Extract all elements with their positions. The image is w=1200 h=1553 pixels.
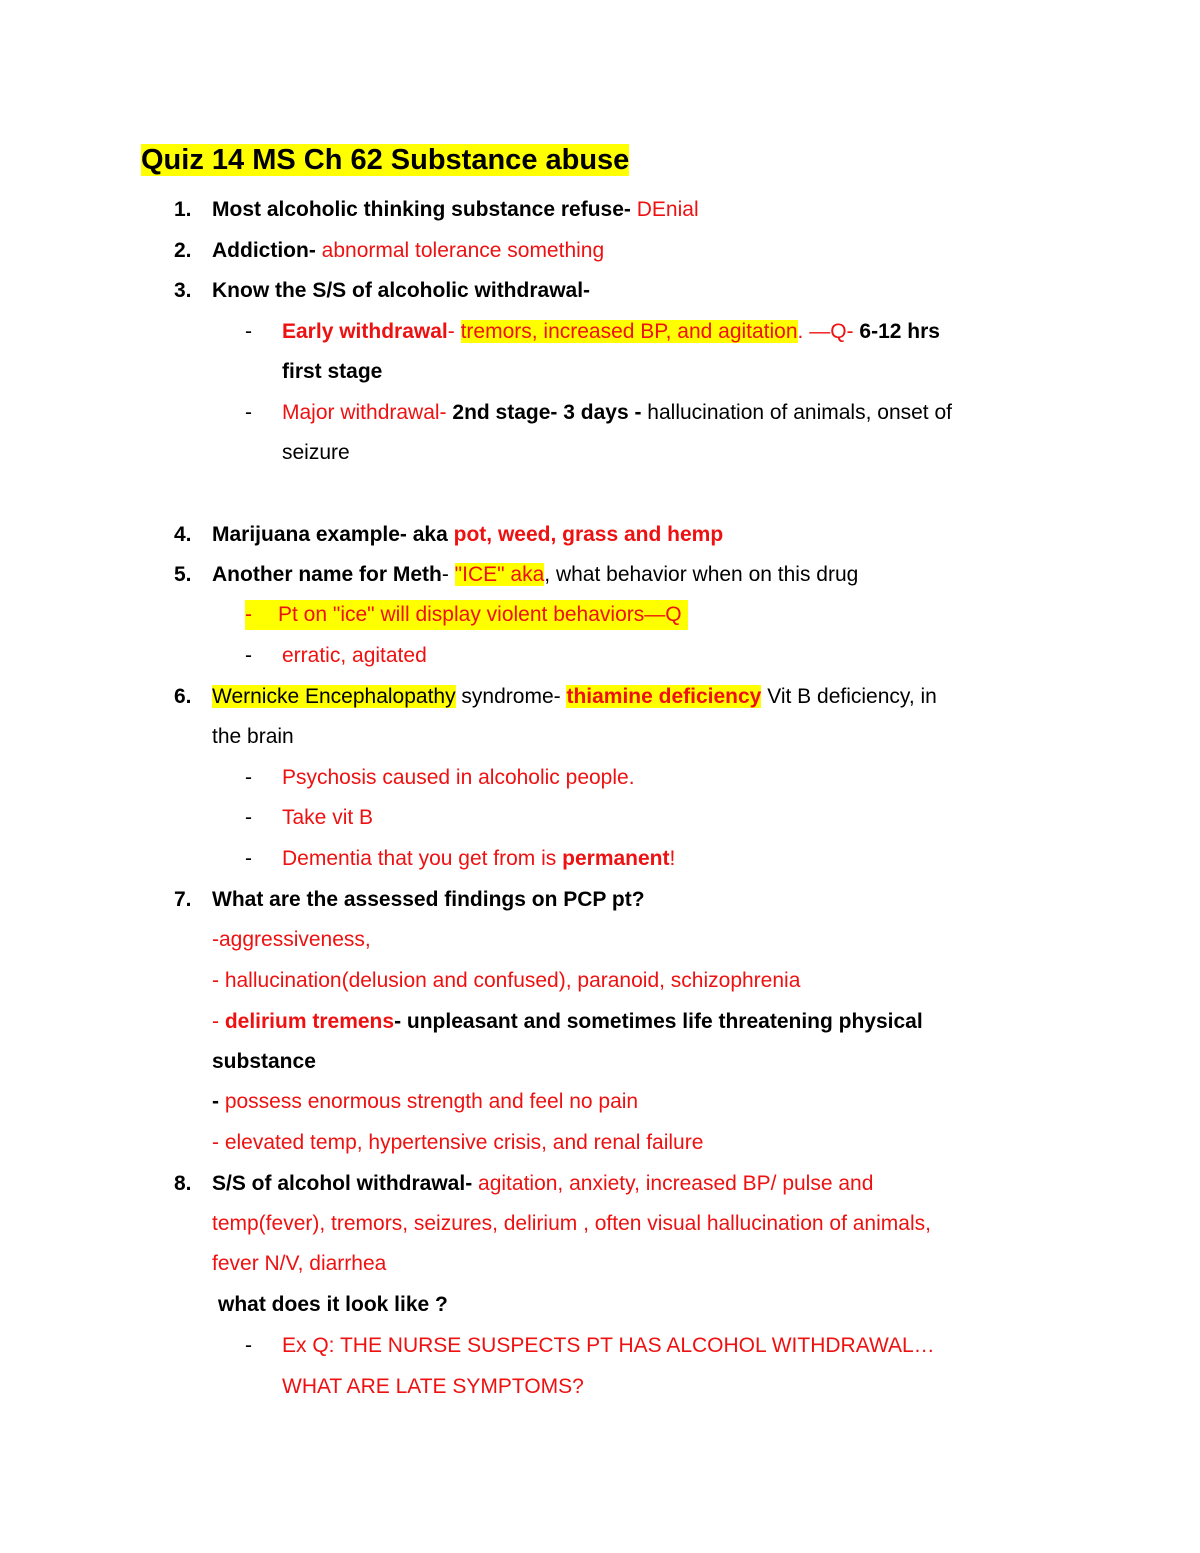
question-3: Know the S/S of alcoholic withdrawal- <box>212 279 591 302</box>
example-question-cont: WHAT ARE LATE SYMPTOMS? <box>282 1375 584 1398</box>
bullet-dash: - <box>245 401 252 424</box>
early-withdrawal-stage: first stage <box>282 360 383 383</box>
question-8-cont: temp(fever), tremors, seizures, delirium , often visual hallucination of animals, <box>212 1212 931 1235</box>
pcp-finding: - delirium tremens- unpleasant and sometimes life threatening physical <box>212 1010 923 1033</box>
bullet-dash: - <box>245 766 252 789</box>
look-like-question: what does it look like ? <box>218 1293 448 1316</box>
item-number: 1. <box>174 198 192 221</box>
item-number: 4. <box>174 523 192 546</box>
item-number: 6. <box>174 685 192 708</box>
bullet-dash: - <box>245 644 252 667</box>
wernicke-vit-b: Take vit B <box>282 806 374 829</box>
major-withdrawal-cont: seizure <box>282 441 350 464</box>
bullet-dash: - <box>245 806 252 829</box>
question-1: Most alcoholic thinking substance refuse- DEnial <box>212 198 699 221</box>
question-7: What are the assessed findings on PCP pt? <box>212 888 645 911</box>
ice-erratic-line: erratic, agitated <box>282 644 427 667</box>
bullet-dash: - <box>245 847 252 870</box>
ice-behavior-line: - Pt on "ice" will display violent behaviors—Q <box>245 600 688 630</box>
document-title: Quiz 14 MS Ch 62 Substance abuse <box>141 144 630 176</box>
wernicke-psychosis: Psychosis caused in alcoholic people. <box>282 766 635 789</box>
item-number: 7. <box>174 888 192 911</box>
question-8: S/S of alcohol withdrawal- agitation, anxiety, increased BP/ pulse and <box>212 1172 874 1195</box>
question-2: Addiction- abnormal tolerance something <box>212 239 605 262</box>
answer-2: abnormal tolerance something <box>321 239 605 262</box>
question-5: Another name for Meth- "ICE" aka, what behavior when on this drug <box>212 563 859 586</box>
pcp-finding-cont: substance <box>212 1050 316 1073</box>
pcp-finding: - elevated temp, hypertensive crisis, and renal failure <box>212 1131 704 1154</box>
bullet-dash: - <box>245 1334 252 1357</box>
example-question: Ex Q: THE NURSE SUSPECTS PT HAS ALCOHOL WITHDRAWAL… <box>282 1334 935 1357</box>
wernicke-dementia: Dementia that you get from is permanent! <box>282 847 676 870</box>
question-6: Wernicke Encephalopathy syndrome- thiamine deficiency Vit B deficiency, in <box>212 685 937 708</box>
answer-4: pot, weed, grass and hemp <box>453 523 724 546</box>
bullet-dash: - <box>245 320 252 343</box>
item-number: 2. <box>174 239 192 262</box>
pcp-finding: - possess enormous strength and feel no pain <box>212 1090 639 1113</box>
answer-1: DEnial <box>636 198 699 221</box>
question-8-cont: fever N/V, diarrhea <box>212 1252 387 1275</box>
question-4: Marijuana example- aka pot, weed, grass and hemp <box>212 523 724 546</box>
item-number: 5. <box>174 563 192 586</box>
major-withdrawal-line: Major withdrawal- 2nd stage- 3 days - hallucination of animals, onset of <box>282 401 952 424</box>
item-number: 3. <box>174 279 192 302</box>
pcp-finding: - hallucination(delusion and confused), paranoid, schizophrenia <box>212 969 801 992</box>
question-6-cont: the brain <box>212 725 294 748</box>
item-number: 8. <box>174 1172 192 1195</box>
pcp-finding: -aggressiveness, <box>212 928 371 951</box>
early-withdrawal-line: Early withdrawal- tremors, increased BP, and agitation. —Q- 6-12 hrs <box>282 320 940 343</box>
